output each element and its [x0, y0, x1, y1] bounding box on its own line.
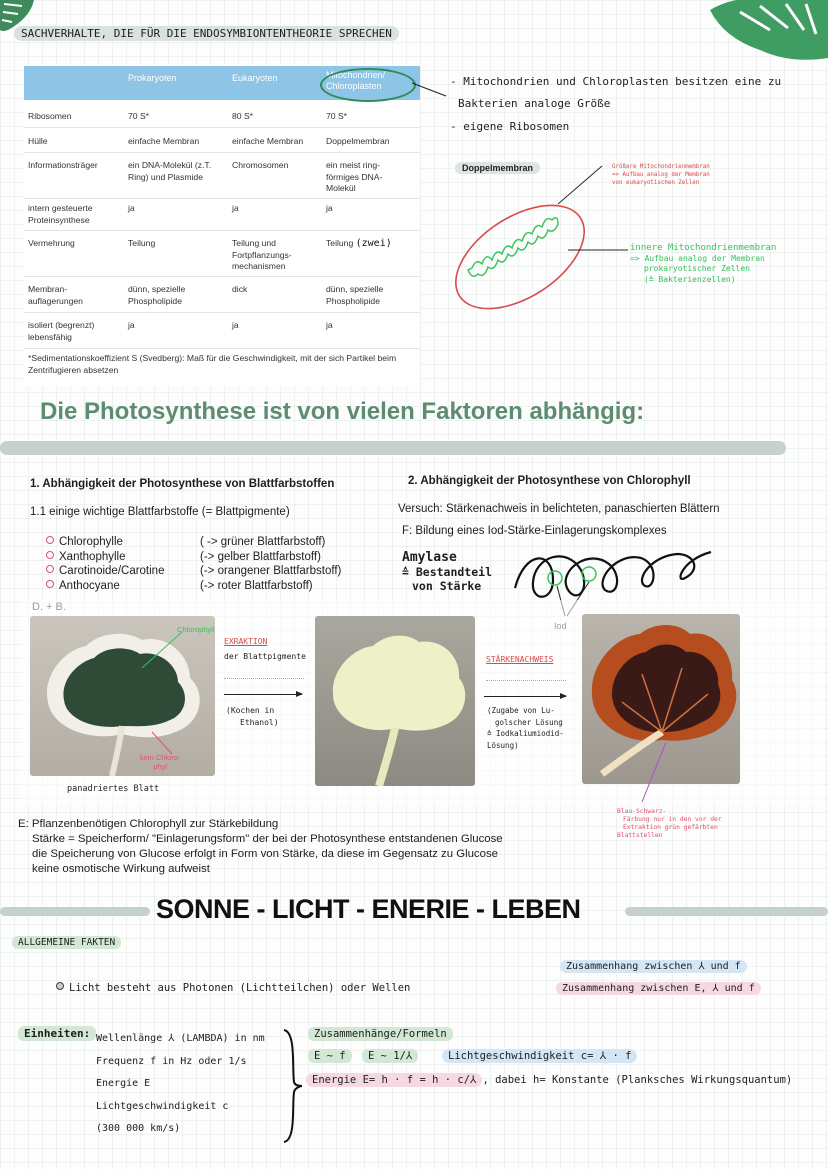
section-divider	[625, 907, 828, 916]
pigment-desc: (-> gelber Blattfarbstoff)	[200, 550, 321, 563]
table-header: Eukaryoten	[232, 73, 278, 83]
row-divider	[24, 198, 420, 199]
light-speed-formula: Lichtgeschwindigkeit c= ⅄ · f	[442, 1050, 637, 1062]
doppelmembran-badge: Doppelmembran	[455, 163, 540, 173]
inner-membrane-label	[630, 243, 776, 285]
link-blue: Zusammenhang zwischen ⅄ und f	[560, 961, 747, 972]
step-sub: der Blattpigmente	[224, 652, 306, 661]
row-divider	[24, 312, 420, 313]
pigment-desc: (-> orangener Blattfarbstoff)	[200, 565, 342, 577]
label-line: phyl	[153, 762, 168, 771]
heading-chlorophyll: 2. Abhängigkeit der Photosynthese von Chlorophyll	[408, 475, 691, 487]
amylase-line: ≙ Bestandteil	[402, 565, 493, 579]
conclusion-line: die Speicherung von Glucose erfolgt in Form von Stärke, da diese im Gegensatz zu Glucose	[32, 848, 498, 860]
step-title: EXRAKTION	[224, 637, 268, 646]
row-label: isoliert (begrenzt) lebensfähig	[28, 320, 95, 342]
note-line: Extraktion grün gefärbten	[623, 824, 718, 831]
units-label: Einheiten:	[18, 1027, 96, 1040]
cell: dünn, spezielle Phospholipide	[326, 284, 384, 306]
step-title: STÄRKENACHWEIS	[486, 655, 554, 664]
pigment-list	[46, 535, 164, 593]
note-line: (Zugabe von Lu-	[487, 706, 555, 715]
row-divider	[24, 152, 420, 153]
list-item	[46, 550, 164, 565]
step-extraction-note	[226, 705, 279, 729]
cell: Teilung	[128, 238, 156, 248]
row-label: Vermehrung	[28, 238, 75, 248]
mito-header-circle	[320, 68, 416, 102]
list-item	[46, 535, 164, 550]
connector-line	[410, 80, 450, 100]
units-list	[96, 1028, 265, 1141]
unit-line: Energie E	[96, 1078, 151, 1089]
row-label: Ribosomen	[28, 111, 72, 121]
row-label: Informationsträger	[28, 160, 98, 170]
link-pink: Zusammenhang zwischen E, ⅄ und f	[556, 983, 761, 994]
cell: dick	[232, 284, 248, 294]
note-line: Bakterien analoge Größe	[458, 97, 611, 110]
cell: Doppelmembran	[326, 136, 390, 146]
cell: ja	[326, 203, 333, 213]
unit-line: Frequenz f in Hz oder 1/s	[96, 1055, 247, 1067]
cell: ja	[232, 203, 239, 213]
cell-text: Teilung	[326, 238, 354, 248]
cell: ja	[232, 320, 239, 330]
bullet-icon	[46, 536, 54, 544]
arrow-right-icon	[224, 694, 302, 695]
heading-blattfarbstoffe: 1. Abhängigkeit der Photosynthese von Blattfarbstoffen	[30, 478, 335, 490]
pointer-line	[150, 730, 190, 756]
leaf-caption: panadriertes Blatt	[67, 784, 160, 794]
step-extraction	[224, 636, 306, 663]
bullet-icon	[56, 982, 64, 990]
table-header-mito: Mitochondrien/ Chloroplasten	[326, 70, 386, 91]
energy-formula	[306, 1074, 792, 1086]
section-divider	[0, 441, 786, 455]
cell: 70 S*	[128, 111, 150, 121]
label-line: Größere Mitochondrienmembran	[612, 164, 710, 170]
label-line: innere Mitochondrienmembran	[630, 243, 777, 253]
cell: ja	[128, 203, 135, 213]
note-line: (Kochen in	[226, 706, 275, 715]
bullet-icon	[46, 580, 54, 588]
note-line: ≙ Iodkaliumiodid-	[487, 729, 564, 738]
table-footnote: *Sedimentationskoeffizient S (Svedberg): Maß für die Geschwindigkeit, mit der sich Partikel beim Zentrifugieren absetzen	[28, 353, 397, 375]
row-divider	[24, 348, 420, 349]
note-line: Lösung)	[487, 740, 519, 750]
handwritten-note: (zwei)	[355, 238, 392, 249]
section-title-endosymbiont: SACHVERHALTE, DIE FÜR DIE ENDOSYMBIONTENTHEORIE SPRECHEN	[14, 27, 399, 40]
blue-black-note	[617, 808, 722, 840]
dotted-line	[224, 678, 304, 679]
cell: 80 S*	[232, 111, 254, 121]
conclusion-line: keine osmotische Wirkung aufweist	[32, 863, 210, 875]
cell: ja	[128, 320, 135, 330]
pigment-name: Xanthophylle	[59, 550, 126, 563]
row-divider	[24, 127, 420, 128]
formulas-label: Zusammenhänge/Formeln	[308, 1028, 453, 1040]
sonne-title: SONNE - LICHT - ENERIE - LEBEN	[156, 894, 581, 924]
cell	[326, 238, 392, 250]
pigment-name: Anthocyane	[59, 579, 120, 592]
photosynthesis-title: Die Photosynthese ist von vielen Faktoren abhängig:	[40, 398, 645, 425]
outer-membrane-label	[612, 163, 710, 187]
bullet-icon	[46, 565, 54, 573]
dotted-line	[486, 680, 566, 681]
conclusion	[18, 817, 503, 877]
conclusion-line: E: Pflanzenbenötigen Chlorophyll zur Stärkebildung	[18, 818, 279, 830]
unit-line: Wellenlänge ⅄ (LAMBDA) in nm	[96, 1033, 265, 1044]
comparison-table	[24, 66, 420, 386]
cell: ja	[326, 320, 333, 330]
versuch-text: Versuch: Stärkenachweis in belichteten, panaschierten Blättern	[398, 503, 720, 515]
prop-formula-1: E ~ f	[308, 1050, 352, 1062]
fact-text: Licht besteht aus Photonen (Lichtteilchen) oder Wellen	[69, 982, 411, 994]
list-item	[46, 564, 164, 579]
pigment-desc: (-> roter Blattfarbstoff)	[200, 579, 313, 592]
label-line: prokaryotischer Zellen	[644, 264, 750, 273]
cell: Chromosomen	[232, 160, 289, 170]
monstera-leaf-icon	[700, 0, 828, 64]
pigment-descriptions	[200, 535, 341, 593]
bullet-icon	[46, 551, 54, 559]
section-divider	[0, 907, 150, 916]
pigment-name: Chlorophylle	[59, 536, 123, 548]
subheading-blattpigmente: 1.1 einige wichtige Blattfarbstoffe (= Blattpigmente)	[30, 506, 290, 518]
label-line: => Aufbau analog der Membran	[612, 172, 710, 178]
step-starch-note	[487, 705, 564, 751]
row-divider	[24, 276, 420, 277]
label-line: => Aufbau analog der Membran	[630, 253, 765, 263]
label-line: (≙ Bakterienzellen)	[644, 274, 736, 284]
list-item	[46, 579, 164, 594]
pointer-line	[140, 630, 185, 672]
cell: ein DNA-Molekül (z.T. Ring) und Plasmide	[128, 160, 212, 182]
note-line: - eigene Ribosomen	[450, 120, 570, 133]
chlorophyll-label: Chlorophyll	[177, 625, 215, 634]
energy-expression: Energie E= h · f = h · c/⅄	[306, 1073, 482, 1087]
note-line: - Mitochondrien und Chloroplasten besitzen eine zu	[450, 75, 782, 88]
curly-brace-icon	[280, 1028, 304, 1144]
cell: 70 S*	[326, 111, 348, 121]
cell: einfache Membran	[128, 136, 200, 146]
unit-line: (300 000 km/s)	[96, 1123, 181, 1134]
pigment-desc: ( -> grüner Blattfarbstoff)	[200, 536, 326, 548]
note-line: Ethanol)	[240, 718, 279, 727]
frage-text: F: Bildung eines Iod-Stärke-Einlagerungskomplexes	[402, 525, 667, 537]
note-line: golscher Lösung	[495, 717, 563, 727]
facts-label: ALLGEMEINE FAKTEN	[12, 937, 121, 948]
arrow-right-icon	[484, 696, 566, 697]
pointer-line	[630, 740, 670, 806]
amylase-line: Amylase	[402, 550, 457, 565]
cell: ein meist ring- förmiges DNA- Molekül	[326, 160, 383, 193]
amylase-line: von Stärke	[412, 579, 482, 593]
cell: dünn, spezielle Phospholipide	[128, 284, 186, 306]
amylase-note	[402, 550, 492, 593]
photo-bleached-leaf	[315, 616, 475, 786]
energy-note: , dabei h= Konstante (Planksches Wirkungsquantum)	[482, 1074, 793, 1086]
photon-fact	[56, 982, 410, 994]
label-line: kein Chloro-	[140, 753, 181, 762]
label-line: von eukaryotischen Zellen	[612, 180, 700, 186]
row-divider	[24, 230, 420, 231]
prop-formula-2: E ~ 1/⅄	[362, 1050, 418, 1062]
step-starch-test	[486, 655, 553, 664]
note-line: Blau-Schwarz-	[617, 808, 667, 815]
cell: einfache Membran	[232, 136, 304, 146]
unit-line: Lichtgeschwindigkeit c	[96, 1100, 229, 1112]
pigment-name: Carotinoide/Carotine	[59, 565, 165, 577]
row-label: Hülle	[28, 136, 48, 146]
table-header: Prokaryoten	[128, 73, 177, 83]
row-label: Membran- auflagerungen	[28, 284, 83, 306]
leaf-illustration	[315, 616, 475, 786]
cell: Teilung und Fortpflanzungs- mechanismen	[232, 238, 292, 271]
conclusion-line: Stärke = Speicherform/ "Einlagerungsform" der bei der Photosynthese entstandenen Glucose	[32, 833, 503, 845]
note-line: Färbung nur in den vor der	[623, 816, 722, 823]
row-label: intern gesteuerte Proteinsynthese	[28, 203, 93, 225]
note-line: Blattstellen	[617, 832, 663, 839]
